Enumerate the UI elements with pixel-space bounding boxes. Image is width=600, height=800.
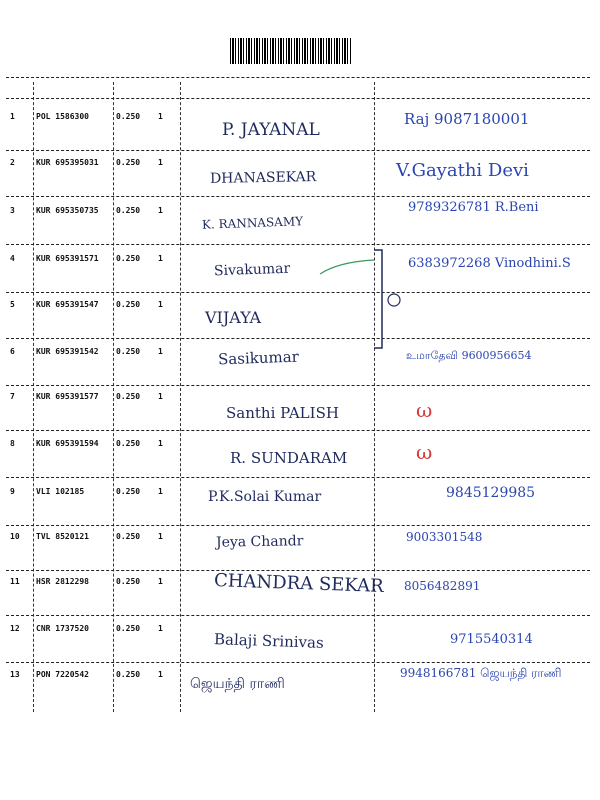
- row-signature: V.Gayathi Devi: [396, 160, 529, 181]
- row-consignment: KUR 695391577: [36, 392, 99, 401]
- row-consignee: ஜெயந்தி ராணி: [190, 676, 285, 692]
- row-pcs: 1: [158, 577, 163, 586]
- row-consignee: P. JAYANAL: [222, 120, 320, 140]
- row-pcs: 1: [158, 487, 163, 496]
- bracket-mark: [372, 248, 412, 353]
- row-consignment: KUR 695350735: [36, 206, 99, 215]
- row-rule: [6, 662, 590, 663]
- row-signature: உமாதேவி 9600956654: [406, 349, 532, 362]
- row-weight: 0.250: [116, 254, 141, 263]
- row-consignment: KUR 695395031: [36, 158, 99, 167]
- row-weight: 0.250: [116, 439, 141, 448]
- row-consignee: Jeya Chandr: [215, 533, 304, 551]
- barcode-image: [230, 38, 352, 64]
- row-consignee: CHANDRA SEKAR: [213, 570, 384, 597]
- row-signature: 9715540314: [450, 632, 533, 647]
- row-rule: [6, 292, 590, 293]
- row-weight: 0.250: [116, 347, 141, 356]
- row-consignment: TVL 8520121: [36, 532, 89, 541]
- header-rule: [6, 77, 590, 78]
- row-signature: Raj 9087180001: [404, 110, 530, 128]
- row-sno: 9: [10, 487, 15, 496]
- row-pcs: 1: [158, 158, 163, 167]
- row-signature: 9845129985: [446, 485, 536, 501]
- row-rule: [6, 385, 590, 386]
- row-consignee: Sivakumar: [213, 260, 291, 280]
- row-rule: [6, 244, 590, 245]
- red-signature-mark: ω: [416, 440, 433, 464]
- row-weight: 0.250: [116, 624, 141, 633]
- row-sno: 7: [10, 392, 15, 401]
- row-sno: 8: [10, 439, 15, 448]
- row-pcs: 1: [158, 347, 163, 356]
- row-rule: [6, 338, 590, 339]
- row-weight: 0.250: [116, 532, 141, 541]
- col-divider: [374, 82, 375, 712]
- row-consignee: Sasikumar: [217, 347, 300, 369]
- col-divider: [113, 82, 114, 712]
- row-signature: 8056482891: [404, 579, 481, 593]
- row-consignment: VLI 102185: [36, 487, 85, 496]
- row-consignment: PON 7220542: [36, 670, 89, 679]
- row-sno: 3: [10, 206, 15, 215]
- row-weight: 0.250: [116, 670, 141, 679]
- red-signature-mark: ω: [416, 398, 433, 422]
- row-pcs: 1: [158, 254, 163, 263]
- row-signature: 9003301548: [406, 530, 483, 544]
- row-rule: [6, 570, 590, 571]
- row-consignment: KUR 695391571: [36, 254, 99, 263]
- row-signature: 9948166781 ஜெயந்தி ராணி: [400, 666, 562, 680]
- row-consignee: VIJAYA: [205, 308, 262, 327]
- row-rule: [6, 525, 590, 526]
- row-consignment: HSR 2812298: [36, 577, 89, 586]
- col-divider: [180, 82, 181, 712]
- col-divider: [33, 82, 34, 712]
- row-consignment: KUR 695391542: [36, 347, 99, 356]
- row-consignee: Santhi PALISH: [226, 404, 339, 422]
- row-pcs: 1: [158, 300, 163, 309]
- row-consignment: CNR 1737520: [36, 624, 89, 633]
- row-sno: 5: [10, 300, 15, 309]
- row-signature: 9789326781 R.Beni: [408, 200, 539, 215]
- row-signature: 6383972268 Vinodhini.S: [408, 256, 571, 271]
- row-sno: 4: [10, 254, 15, 263]
- row-consignment: POL 1586300: [36, 112, 89, 121]
- row-sno: 11: [10, 577, 20, 586]
- row-rule: [6, 150, 590, 151]
- row-sno: 13: [10, 670, 20, 679]
- row-weight: 0.250: [116, 158, 141, 167]
- row-consignee: K. RANNASAMY: [201, 214, 304, 232]
- row-consignment: KUR 695391594: [36, 439, 99, 448]
- row-sno: 1: [10, 112, 15, 121]
- row-consignee: Balaji Srinivas: [213, 630, 325, 652]
- row-consignee: R. SUNDARAM: [230, 449, 348, 467]
- row-pcs: 1: [158, 392, 163, 401]
- row-weight: 0.250: [116, 577, 141, 586]
- row-rule: [6, 615, 590, 616]
- row-pcs: 1: [158, 670, 163, 679]
- row-weight: 0.250: [116, 300, 141, 309]
- row-rule: [6, 98, 590, 99]
- row-consignment: KUR 695391547: [36, 300, 99, 309]
- row-sno: 2: [10, 158, 15, 167]
- row-pcs: 1: [158, 624, 163, 633]
- green-tick-mark: [318, 258, 378, 278]
- row-pcs: 1: [158, 439, 163, 448]
- row-rule: [6, 430, 590, 431]
- row-weight: 0.250: [116, 206, 141, 215]
- row-weight: 0.250: [116, 392, 141, 401]
- row-sno: 10: [10, 532, 20, 541]
- row-rule: [6, 477, 590, 478]
- row-consignee: P.K.Solai Kumar: [208, 489, 322, 505]
- row-consignee: DHANASEKAR: [209, 169, 317, 187]
- row-pcs: 1: [158, 532, 163, 541]
- row-sno: 6: [10, 347, 15, 356]
- row-pcs: 1: [158, 112, 163, 121]
- row-sno: 12: [10, 624, 20, 633]
- row-rule: [6, 196, 590, 197]
- row-weight: 0.250: [116, 112, 141, 121]
- row-pcs: 1: [158, 206, 163, 215]
- row-weight: 0.250: [116, 487, 141, 496]
